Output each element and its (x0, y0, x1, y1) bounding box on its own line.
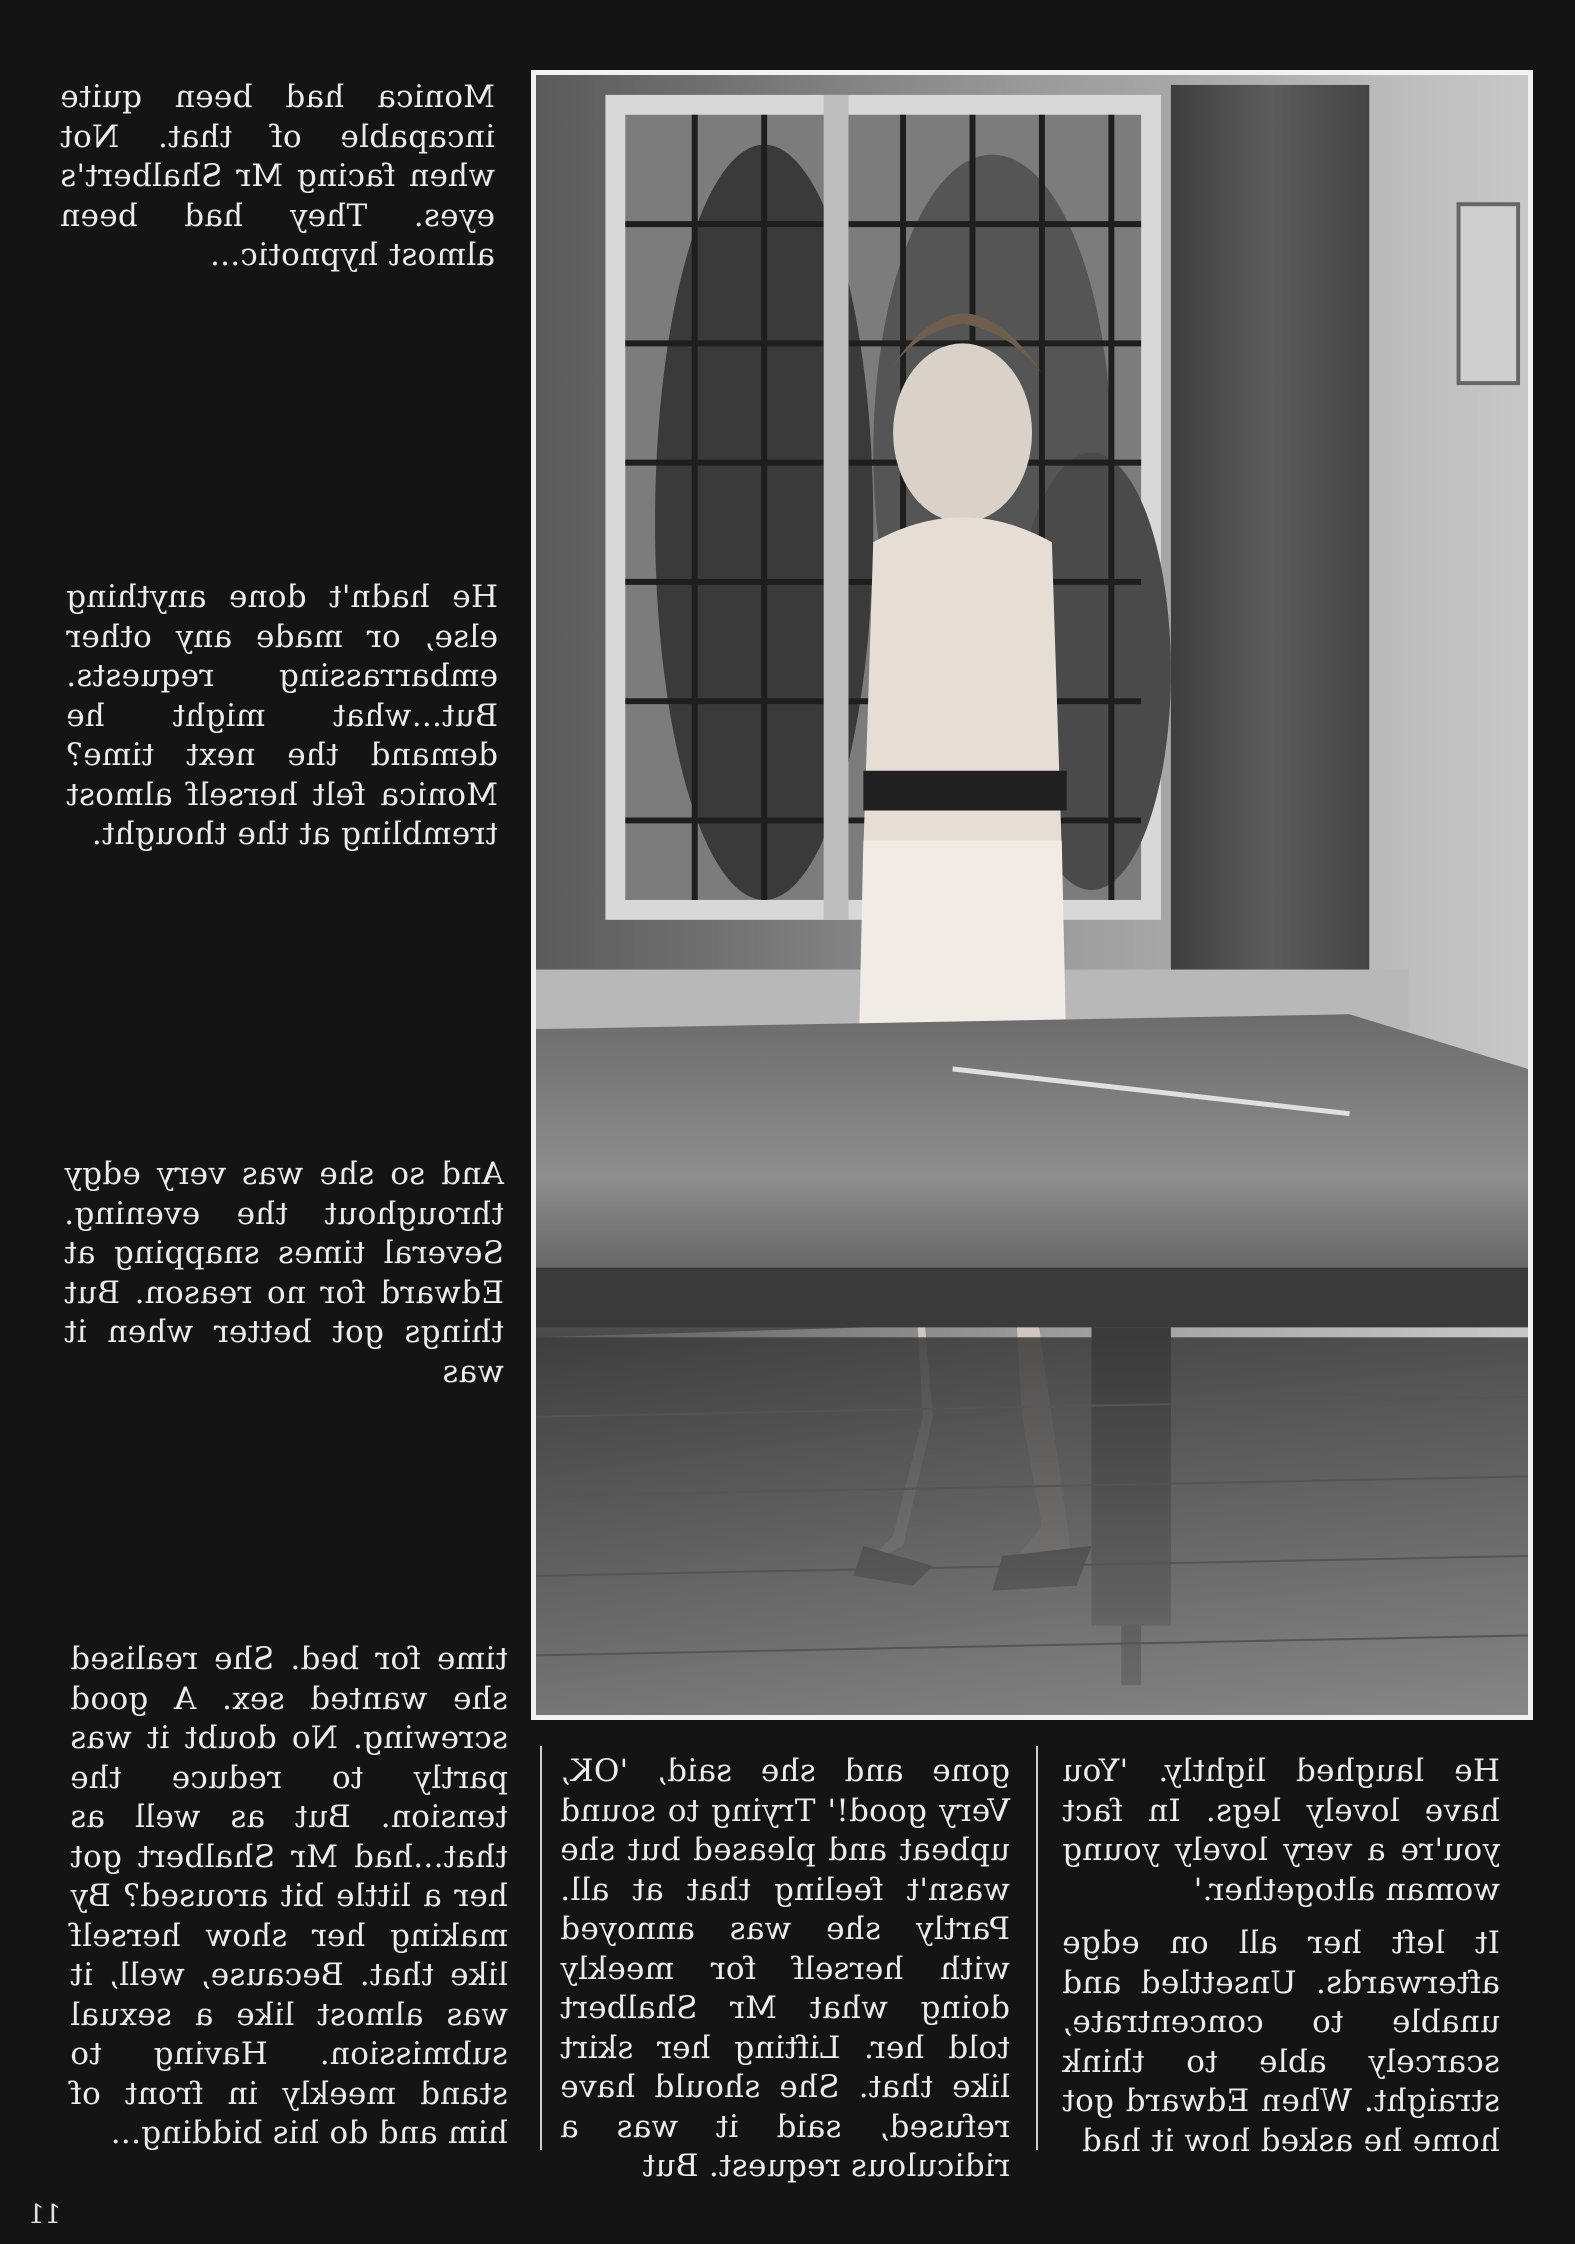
paragraph-3: And so she was very edgy throughout the evening. Several times snapping at Edward for no reason. But things got better when it was (64, 1156, 504, 1390)
picture-frame (1459, 204, 1519, 383)
text-paragraph-4 (70, 1640, 508, 2168)
photograph-illustration (536, 75, 1528, 1715)
curtain (1171, 85, 1369, 1019)
intro-paragraph: Monica had been quite incapable of that. Not when facing Mr Shalbert's eyes. They had been almost hypnotic... (60, 79, 495, 273)
paragraph-2: He hadn't done anything else, or made any other embarrassing requests. But...what might he demand the next time? Monica felt herself almost trembling at the thought. (66, 579, 498, 852)
photograph (531, 70, 1533, 1720)
text-paragraph-2 (66, 578, 498, 869)
column-3-paragraph-1: He laughed lightly. 'You have lovely legs. In fact you're a very lovely young woman altogether.' (1062, 1753, 1500, 1908)
page-number-text: 11 (28, 2200, 62, 2230)
column-divider-1 (540, 1746, 542, 2150)
paragraph-4: time for bed. She realised she wanted sex. A good screwing. No doubt it was partly to reduce the tension. But as well as that...had Mr Shalbert got her a little bit aroused? By making her show herself like that. Because, well, it was almost like a sexual submission. Having to stand meekly in front of him and do his bidding... (70, 1641, 508, 2151)
page-number (28, 2200, 61, 2230)
column-2-paragraph: gone and she said, 'OK, Very good!' Trying to sound upbeat and pleased but she wasn't feeling that at all. Partly she was annoyed with herself for meekly doing what Mr Shalbert told her. Lifting her skirt like that. She should have refused, said it was a ridiculous request. But (560, 1753, 1010, 2184)
text-column-3 (1062, 1752, 1500, 2175)
text-paragraph-3 (64, 1155, 504, 1406)
text-intro (60, 78, 495, 290)
text-column-2 (560, 1752, 1010, 2201)
column-divider-2 (1036, 1746, 1038, 2150)
column-3-paragraph-2: It left her all on edge afterwards. Unsettled and unable to concentrate, scarcely able to think straight. When Edward got home he asked how it had (1062, 1925, 1500, 2159)
